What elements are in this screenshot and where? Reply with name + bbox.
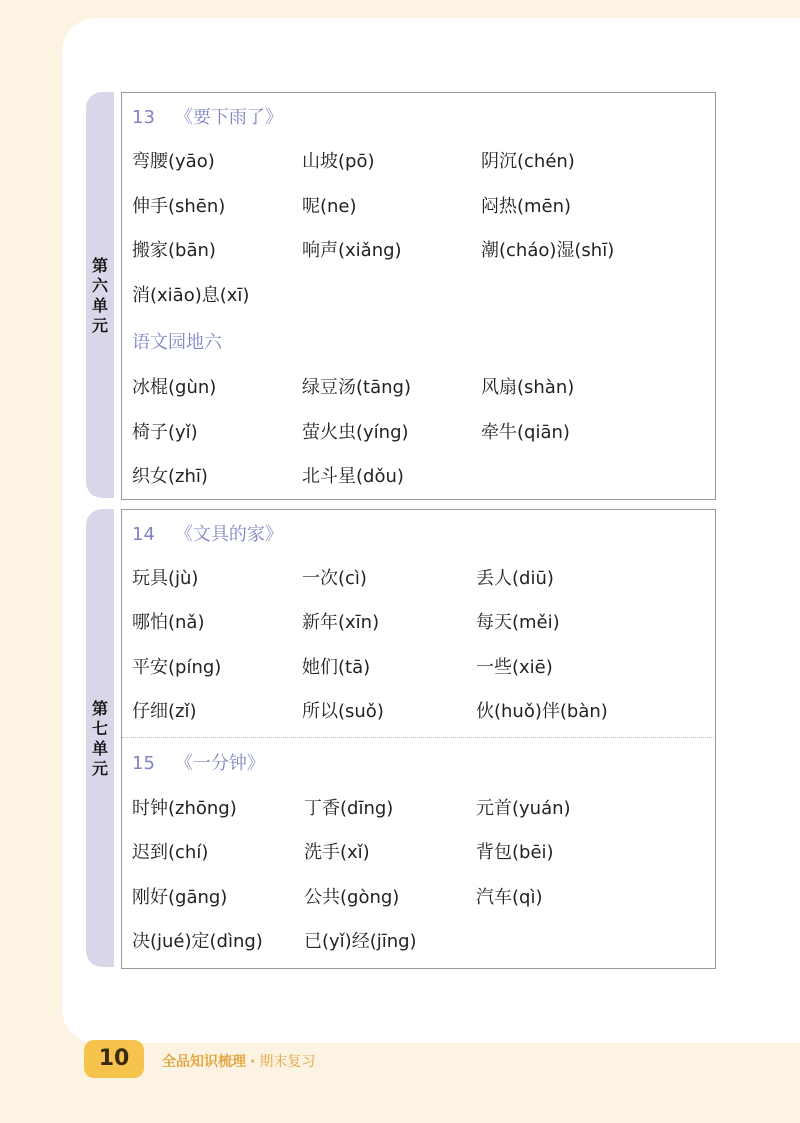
unit-tab-7 [86,509,114,967]
vocab-item: 背包(bēi) [476,842,554,863]
lesson-divider [122,737,714,738]
lesson-14-title: 14 《文具的家》 [132,524,283,545]
vocab-item: 所以(suǒ) [302,701,384,722]
vocab-item: 时钟(zhōng) [132,798,237,819]
vocab-item: 一些(xiē) [476,657,553,678]
vocab-item: 哪怕(nǎ) [132,612,205,633]
vocab-item: 绿豆汤(tāng) [302,377,411,398]
vocab-item: 织女(zhī) [132,466,208,487]
unit-label-7: 第 七 单 元 [91,699,108,778]
vocab-item: 伸手(shēn) [132,196,226,217]
vocab-item: 仔细(zǐ) [132,701,197,722]
footer-title: 全品知识梳理 · 期末复习 [162,1054,316,1070]
vocab-item: 决(jué)定(dìng) [132,931,263,952]
vocab-item: 她们(tā) [302,657,371,678]
lesson-13-title: 13 《要下雨了》 [132,107,283,128]
vocab-item: 牵牛(qiān) [481,422,570,443]
unit-tab-6 [86,92,114,498]
vocab-item: 元首(yuán) [476,798,571,819]
lesson-15-title: 15 《一分钟》 [132,753,265,774]
vocab-item: 每天(měi) [476,612,560,633]
vocab-item: 汽车(qì) [476,887,543,908]
vocab-item: 冰棍(gùn) [132,377,217,398]
vocab-item: 闷热(mēn) [481,196,572,217]
vocab-item: 北斗星(dǒu) [302,466,404,487]
vocab-item: 消(xiāo)息(xī) [132,285,250,306]
vocab-item: 椅子(yǐ) [132,422,198,443]
vocab-item: 丁香(dīng) [304,798,394,819]
vocab-item: 已(yǐ)经(jīng) [304,931,417,952]
vocab-item: 一次(cì) [302,568,367,589]
vocab-item: 风扇(shàn) [481,377,575,398]
vocab-item: 阴沉(chén) [481,151,575,172]
vocab-item: 玩具(jù) [132,568,199,589]
vocab-item: 响声(xiǎng) [302,240,402,261]
vocab-item: 迟到(chí) [132,842,209,863]
unit-label-6: 第 六 单 元 [91,256,108,335]
vocab-item: 呢(ne) [302,196,357,217]
vocab-item: 洗手(xǐ) [304,842,370,863]
vocab-item: 萤火虫(yíng) [302,422,409,443]
vocab-item: 刚好(gāng) [132,887,228,908]
vocab-item: 潮(cháo)湿(shī) [481,240,615,261]
vocab-item: 丢人(diū) [476,568,554,589]
vocab-item: 平安(píng) [132,657,222,678]
page-number: 10 [84,1040,144,1078]
vocab-item: 山坡(pō) [302,151,375,172]
garden-6-title: 语文园地六 [132,332,222,353]
vocab-item: 弯腰(yāo) [132,151,215,172]
vocab-item: 伙(huǒ)伴(bàn) [476,701,608,722]
vocab-item: 新年(xīn) [302,612,380,633]
vocab-item: 公共(gòng) [304,887,400,908]
vocab-item: 搬家(bān) [132,240,216,261]
